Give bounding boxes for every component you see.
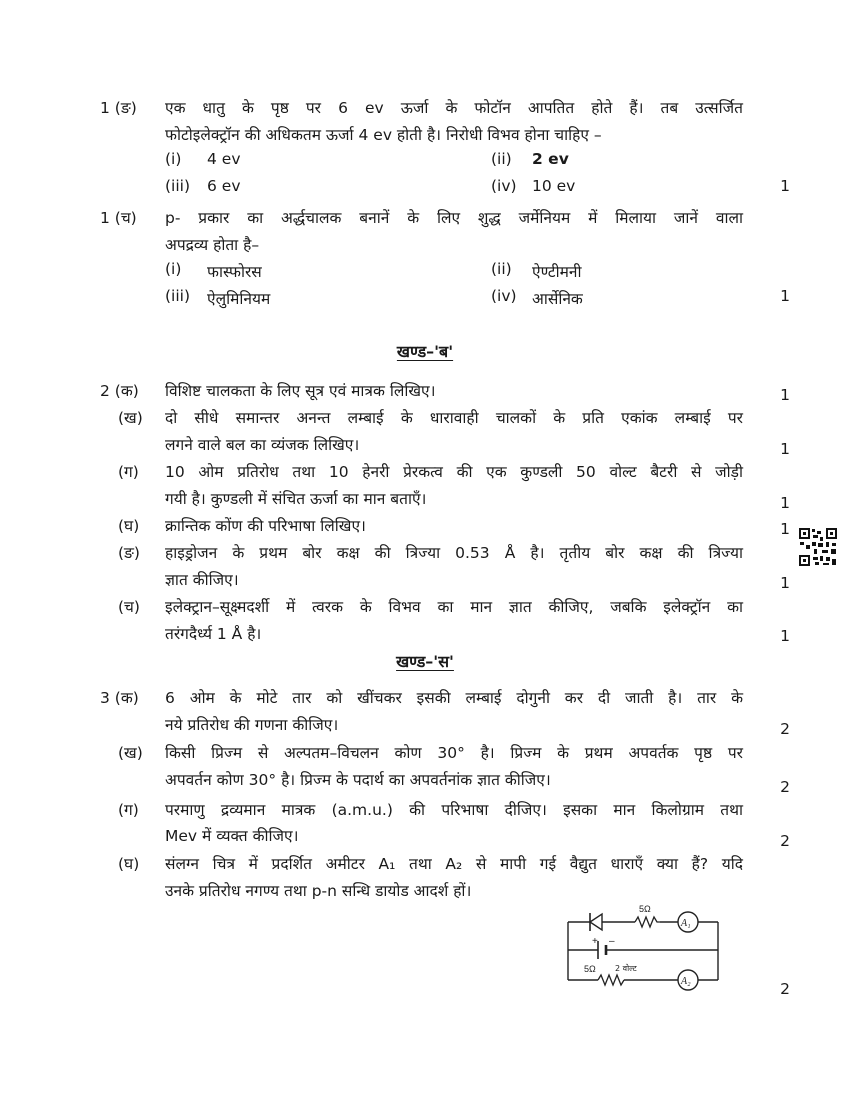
option-text: फास्फोरस	[207, 263, 262, 281]
question-number: 1 (ङ)	[100, 99, 137, 117]
option-text: 2 ev	[532, 150, 569, 168]
option-label: (iv)	[491, 177, 517, 195]
question-number: (ख)	[118, 409, 143, 427]
question-text: ज्ञात कीजिए।	[165, 571, 239, 589]
marks: 1	[780, 627, 790, 645]
option-label: (ii)	[491, 150, 512, 168]
option-text: ऐण्टीमनी	[532, 263, 582, 281]
qr-code-icon	[798, 527, 838, 567]
resistor-bottom	[598, 975, 624, 985]
question-text: गयी है। कुण्डली में संचित ऊर्जा का मान बताएँ।	[165, 490, 427, 508]
option-label: (i)	[165, 150, 182, 168]
marks: 1	[780, 494, 790, 512]
question-text: दो सीधे समान्तर अनन्त लम्बाई के धारावाही चालकों के प्रति एकांक लम्बाई पर	[165, 409, 743, 427]
option-text: आर्सेनिक	[532, 290, 583, 308]
question-text: क्रान्तिक कोंण की परिभाषा लिखिए।	[165, 517, 366, 535]
question-text: किसी प्रिज्म से अल्पतम–विचलन कोण 30° है। प्रिज्म के प्रथम अपवर्तक पृष्ठ पर	[165, 744, 743, 762]
question-number: (घ)	[118, 855, 140, 873]
question-number: (ग)	[118, 463, 139, 481]
question-text: 10 ओम प्रतिरोध तथा 10 हेनरी प्रेरकत्व की एक कुण्डली 50 वोल्ट बैटरी से जोड़ी	[165, 463, 743, 481]
marks: 1	[780, 574, 790, 592]
question-number: (घ)	[118, 517, 140, 535]
option-text: 10 ev	[532, 177, 576, 195]
marks: 1	[780, 520, 790, 538]
question-text: अपवर्तन कोण 30° है। प्रिज्म के पदार्थ का अपवर्तनांक ज्ञात कीजिए।	[165, 771, 551, 789]
marks: 2	[780, 832, 790, 850]
marks: 2	[780, 778, 790, 796]
option-text: 4 ev	[207, 150, 241, 168]
question-text: Mev में व्यक्त कीजिए।	[165, 827, 299, 845]
option-label: (iii)	[165, 287, 191, 305]
battery-symbol	[598, 941, 606, 959]
resistor-top	[635, 917, 660, 927]
question-number: (ग)	[118, 801, 139, 819]
option-label: (iii)	[165, 177, 191, 195]
battery-minus: –	[609, 936, 615, 947]
question-text: p- प्रकार का अर्द्धचालक बनानें के लिए शुद्ध जर्मेनियम में मिलाया जानें वाला	[165, 209, 743, 227]
marks: 1	[780, 177, 790, 195]
question-number: (ख)	[118, 744, 143, 762]
question-text: नये प्रतिरोध की गणना कीजिए।	[165, 716, 339, 734]
question-text: विशिष्ट चालकता के लिए सूत्र एवं मात्रक लिखिए।	[165, 382, 436, 400]
question-text: उनके प्रतिरोध नगण्य तथा p-n सन्धि डायोड आदर्श हों।	[165, 882, 472, 900]
question-text: एक धातु के पृष्ठ पर 6 ev ऊर्जा के फोटॉन आपतित होते हैं। तब उत्सर्जित	[165, 99, 743, 117]
question-number: (च)	[118, 598, 140, 616]
resistor-top-label: 5Ω	[639, 904, 651, 914]
battery-plus: +	[592, 936, 598, 947]
diode-symbol	[590, 913, 602, 931]
question-number: 3 (क)	[100, 689, 139, 707]
question-number: (ङ)	[118, 544, 140, 562]
section-heading: खण्ड–'ब'	[396, 342, 454, 361]
question-text: परमाणु द्रव्यमान मात्रक (a.m.u.) की परिभाषा दीजिए। इसका मान किलोग्राम तथा	[165, 801, 743, 819]
ammeter-a2-label: A₂	[681, 976, 691, 987]
ammeter-a1-label: A₁	[681, 918, 691, 929]
question-text: इलेक्ट्रान–सूक्ष्मदर्शी में त्वरक के विभव का मान ज्ञात कीजिए, जबकि इलेक्ट्रॉन का	[165, 598, 743, 616]
option-text: 6 ev	[207, 177, 241, 195]
option-text: ऐलुमिनियम	[207, 290, 271, 308]
battery-label: 2 वोल्ट	[615, 964, 637, 973]
marks: 2	[780, 720, 790, 738]
section-heading: खण्ड–'स'	[396, 652, 454, 671]
question-text: 6 ओम के मोटे तार को खींचकर इसकी लम्बाई दोगुनी कर दी जाती है। तार के	[165, 689, 743, 707]
question-number: 2 (क)	[100, 382, 139, 400]
question-number: 1 (च)	[100, 209, 137, 227]
question-text: तरंगदैर्ध्य 1 Å है।	[165, 625, 262, 643]
question-text: संलग्न चित्र में प्रदर्शित अमीटर A₁ तथा A₂ से मापी गई वैद्युत धाराएँ क्या हैं? यदि	[165, 855, 743, 873]
resistor-bottom-label: 5Ω	[584, 964, 596, 974]
question-text: अपद्रव्य होता है–	[165, 236, 260, 254]
marks: 1	[780, 287, 790, 305]
question-text: हाइड्रोजन के प्रथम बोर कक्ष की त्रिज्या 0.53 Å है। तृतीय बोर कक्ष की त्रिज्या	[165, 544, 743, 562]
option-label: (i)	[165, 260, 182, 278]
marks: 1	[780, 440, 790, 458]
question-text: लगने वाले बल का व्यंजक लिखिए।	[165, 436, 360, 454]
circuit-diagram	[560, 900, 730, 992]
option-label: (iv)	[491, 287, 517, 305]
question-text: फोटोइलेक्ट्रॉन की अधिकतम ऊर्जा 4 ev होती है। निरोधी विभव होना चाहिए –	[165, 126, 602, 144]
option-label: (ii)	[491, 260, 512, 278]
marks: 1	[780, 386, 790, 404]
marks: 2	[780, 980, 790, 998]
